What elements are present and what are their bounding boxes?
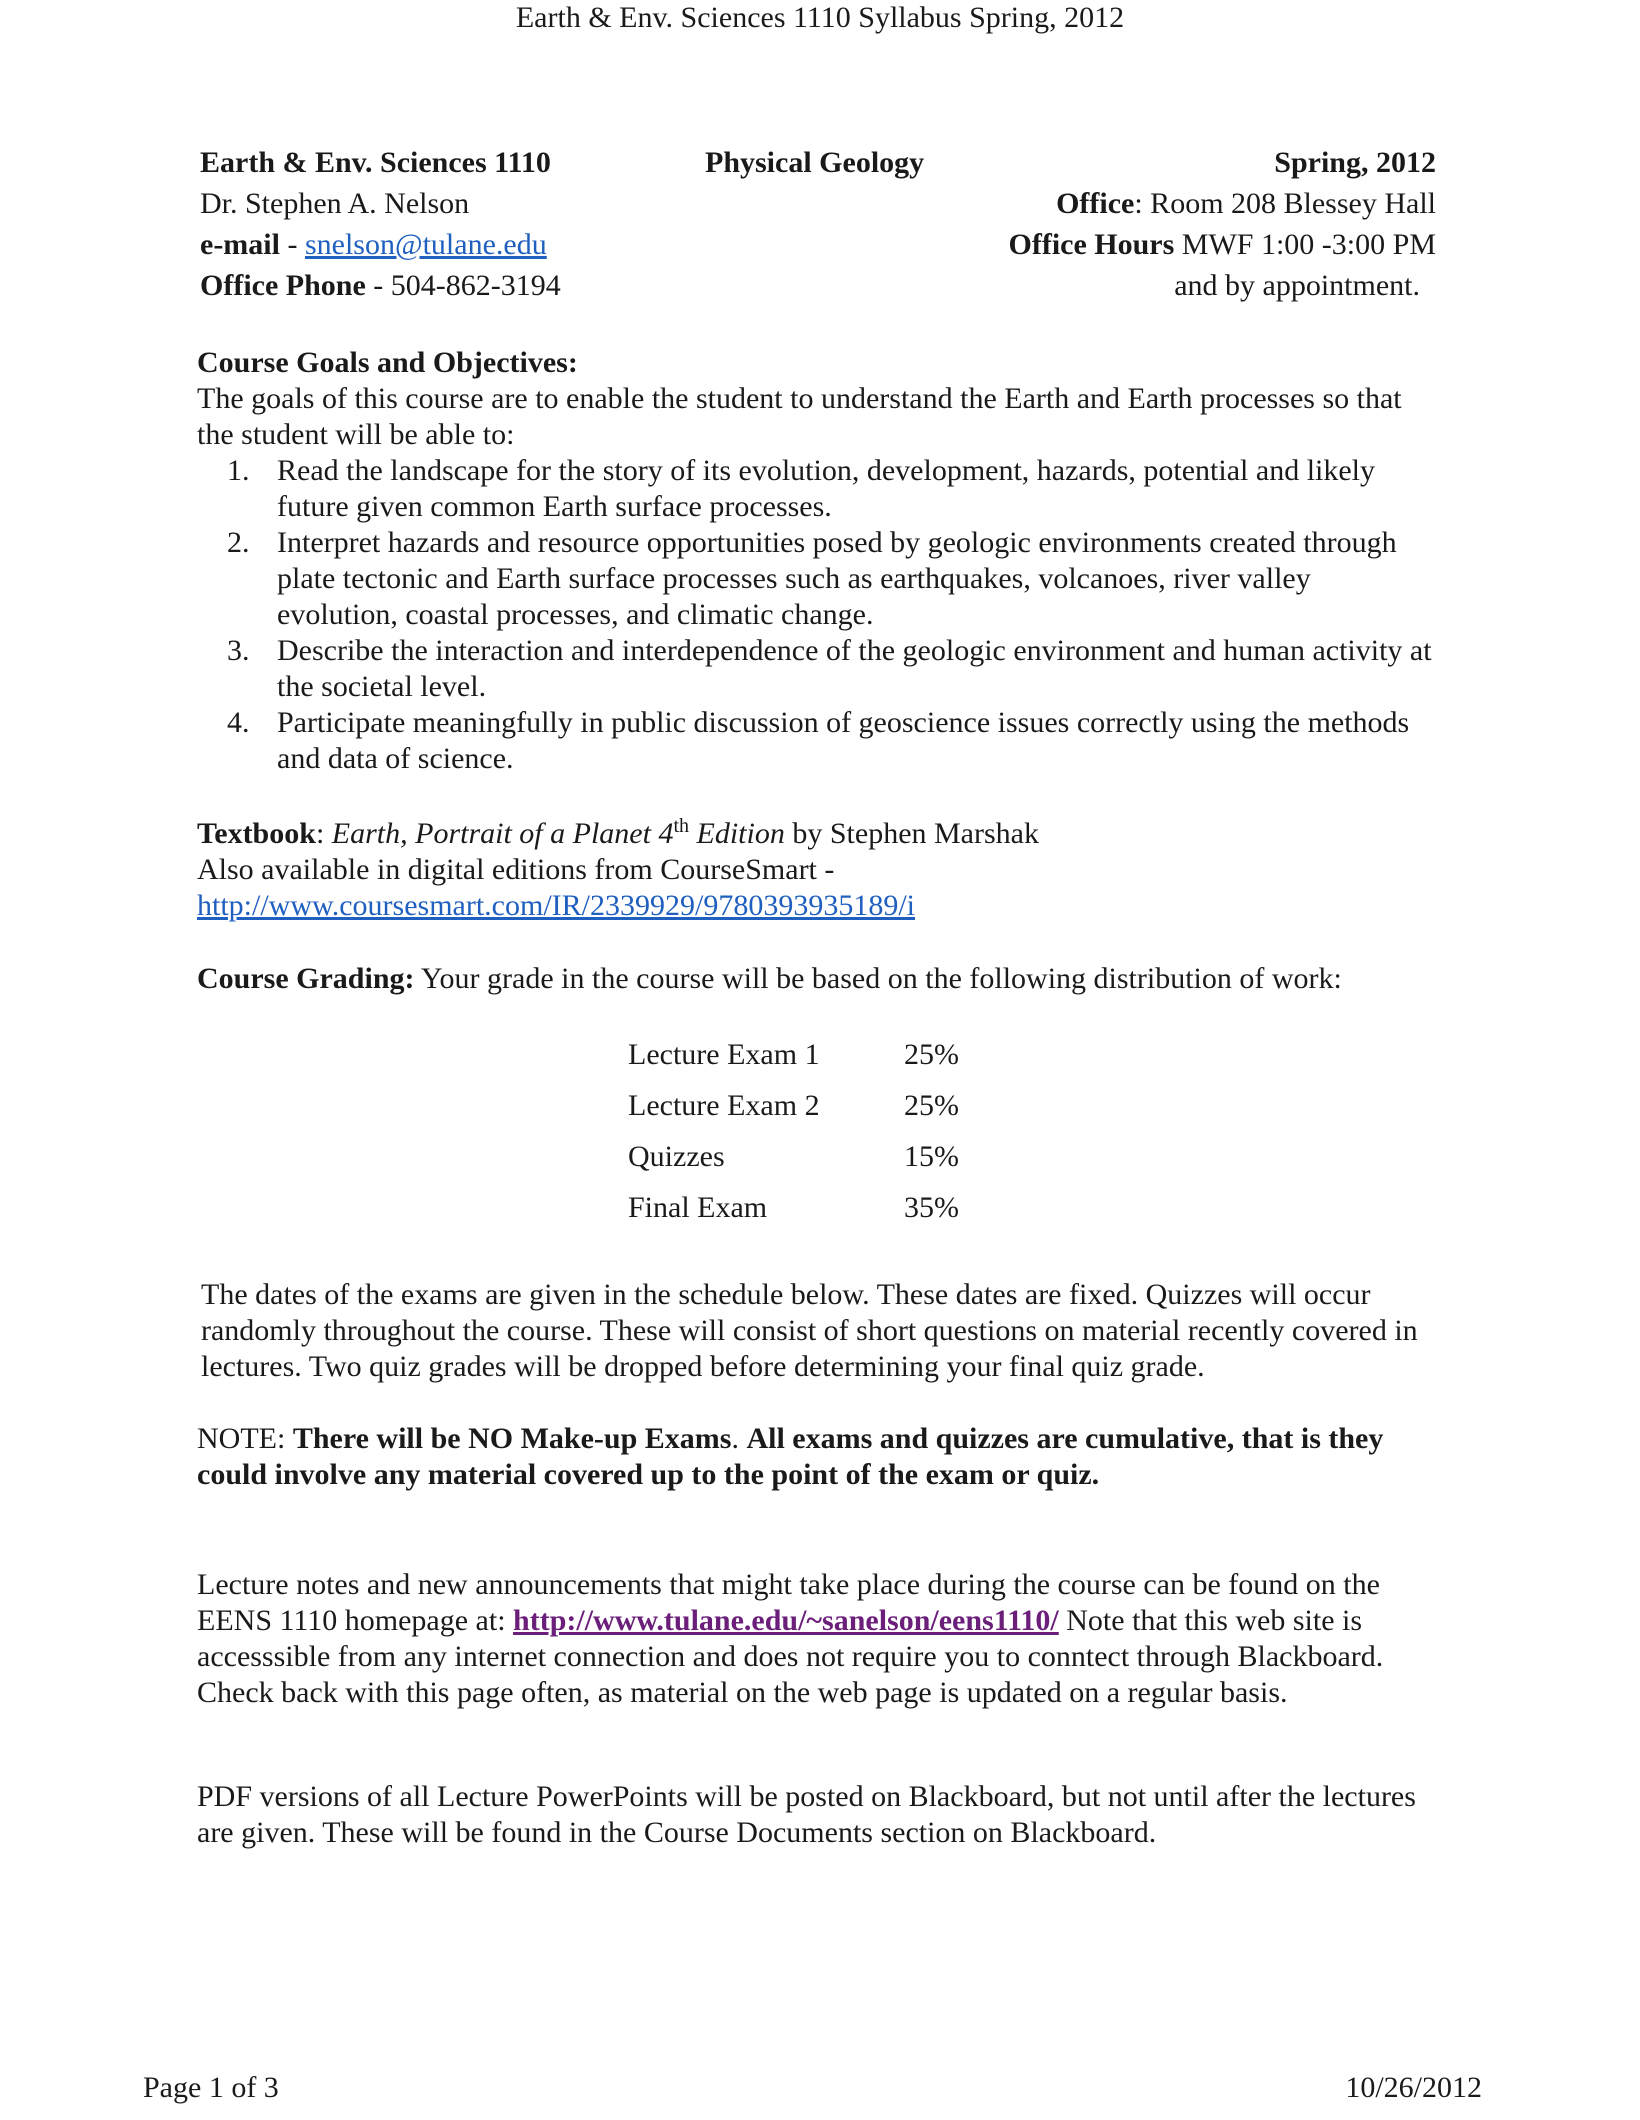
office-label: Office: [1056, 187, 1135, 220]
list-item: [197, 705, 1437, 777]
course-title: Physical Geology: [705, 146, 925, 179]
grading-section: [197, 961, 1437, 997]
list-item-text: Describe the interaction and interdependence of the geologic environment and human activity at the societal level.: [277, 634, 1432, 703]
textbook-superscript: th: [673, 815, 690, 837]
grading-intro-line: [197, 961, 1437, 997]
office-hours-value: MWF 1:00 -3:00 PM: [1174, 228, 1436, 261]
note-cumulative: All exams and quizzes are cumulative, that is they could involve any material covered up to the point of the exam or quiz.: [197, 1422, 1384, 1491]
table-row: [628, 1080, 959, 1131]
instructor-row: [200, 184, 1436, 224]
grading-item-name: Final Exam: [628, 1190, 768, 1224]
course-goals-list: [197, 453, 1437, 777]
exams-paragraph: The dates of the exams are given in the schedule below. These dates are fixed. Quizzes will occur randomly throughout the course. These will consist of short questions on material recently covered in lectures. Two quiz grades will be dropped before determining your final quiz grade.: [201, 1278, 1418, 1383]
list-item-text: Read the landscape for the story of its evolution, development, hazards, potential and likely future given common Earth surface processes.: [277, 454, 1376, 523]
table-row: [628, 1131, 959, 1182]
office-location: [1056, 184, 1436, 224]
table-row: [628, 1029, 959, 1080]
phone-row: [200, 266, 1436, 306]
office-hours-label: Office Hours: [1008, 228, 1175, 261]
office-hours: [1009, 225, 1437, 265]
grading-item-name: Quizzes: [628, 1139, 725, 1173]
print-date: 10/26/2012: [1345, 2071, 1482, 2104]
grading-table: [628, 1029, 959, 1233]
office-phone-value: - 504-862-3194: [365, 269, 561, 302]
grading-label: Course Grading:: [197, 962, 415, 995]
grading-item-percent: 35%: [904, 1190, 959, 1224]
list-item: [197, 525, 1437, 633]
email: [200, 225, 547, 265]
list-number: 3.: [227, 634, 250, 667]
textbook-section: [197, 816, 1437, 924]
note-no-makeup: There will be NO Make-up Exams: [292, 1422, 732, 1455]
course-goals-intro: The goals of this course are to enable the student to understand the Earth and Earth processes so that the student will be able to:: [197, 382, 1402, 451]
course-goals-heading: Course Goals and Objectives:: [197, 346, 578, 379]
textbook-title: Earth, Portrait of a Planet 4: [331, 817, 674, 850]
grading-item-name: Lecture Exam 2: [628, 1088, 820, 1122]
textbook-digital: Also available in digital editions from CourseSmart -: [197, 853, 835, 886]
list-number: 1.: [227, 454, 250, 487]
list-item: [197, 453, 1437, 525]
course-goals-section: [197, 345, 1437, 777]
list-item: [197, 633, 1437, 705]
textbook-line: [197, 816, 1437, 852]
lecture-notes-paragraph: [197, 1567, 1437, 1711]
textbook-edition: Edition: [689, 817, 785, 850]
coursesmart-link[interactable]: http://www.coursesmart.com/IR/2339929/9780393935189/i: [197, 889, 915, 922]
email-row: [200, 225, 1436, 265]
email-separator: -: [279, 228, 305, 261]
exams-note: [197, 1421, 1437, 1493]
grading-item-percent: 15%: [904, 1139, 959, 1173]
course-number: Earth & Env. Sciences 1110: [200, 146, 551, 179]
pdf-note-paragraph: PDF versions of all Lecture PowerPoints will be posted on Blackboard, but not until after the lectures are given. These will be found in the Course Documents section on Blackboard.: [197, 1780, 1416, 1849]
list-item-text: Interpret hazards and resource opportunities posed by geologic environments created through plate tectonic and Earth surface processes such as earthquakes, volcanoes, river valley evolution, coastal processes, and climatic change.: [277, 526, 1397, 631]
office-phone-label: Office Phone: [200, 269, 366, 302]
lecture-notes-after: Note that this web site is accesssible from any internet connection and does not require you to conntect through Blackboard. Check back with this page often, as material on the web page is updated on a regular basis.: [197, 1604, 1384, 1709]
page-number: Page 1 of 3: [143, 2071, 279, 2104]
office-value: : Room 208 Blessey Hall: [1134, 187, 1436, 220]
grading-item-name: Lecture Exam 1: [628, 1037, 820, 1071]
list-number: 4.: [227, 706, 250, 739]
note-label: NOTE:: [197, 1422, 293, 1455]
grading-item-percent: 25%: [904, 1037, 959, 1071]
course-title-row: [200, 143, 1436, 183]
list-item-text: Participate meaningfully in public discussion of geoscience issues correctly using the methods and data of science.: [277, 706, 1410, 775]
office-phone: [200, 266, 561, 306]
course-term: Spring, 2012: [1274, 146, 1436, 179]
office-hours-extra: and by appointment.: [1174, 269, 1420, 302]
textbook-author: by Stephen Marshak: [784, 817, 1039, 850]
instructor-name: Dr. Stephen A. Nelson: [200, 187, 470, 220]
email-label: e-mail: [200, 228, 280, 261]
grading-item-percent: 25%: [904, 1088, 959, 1122]
lecture-notes-before: Lecture notes and new announcements that might take place during the course can be found on the EENS 1110 homepage at:: [197, 1568, 1380, 1637]
course-homepage-link[interactable]: http://www.tulane.edu/~sanelson/eens1110/: [513, 1604, 1059, 1637]
note-separator: .: [731, 1422, 747, 1455]
list-number: 2.: [227, 526, 250, 559]
textbook-colon: :: [315, 817, 332, 850]
table-row: [628, 1182, 959, 1233]
email-link[interactable]: snelson@tulane.edu: [304, 228, 547, 261]
grading-intro: Your grade in the course will be based on the following distribution of work:: [414, 962, 1342, 995]
textbook-label: Textbook: [197, 817, 316, 850]
running-header: Earth & Env. Sciences 1110 Syllabus Spring, 2012: [515, 1, 1125, 34]
